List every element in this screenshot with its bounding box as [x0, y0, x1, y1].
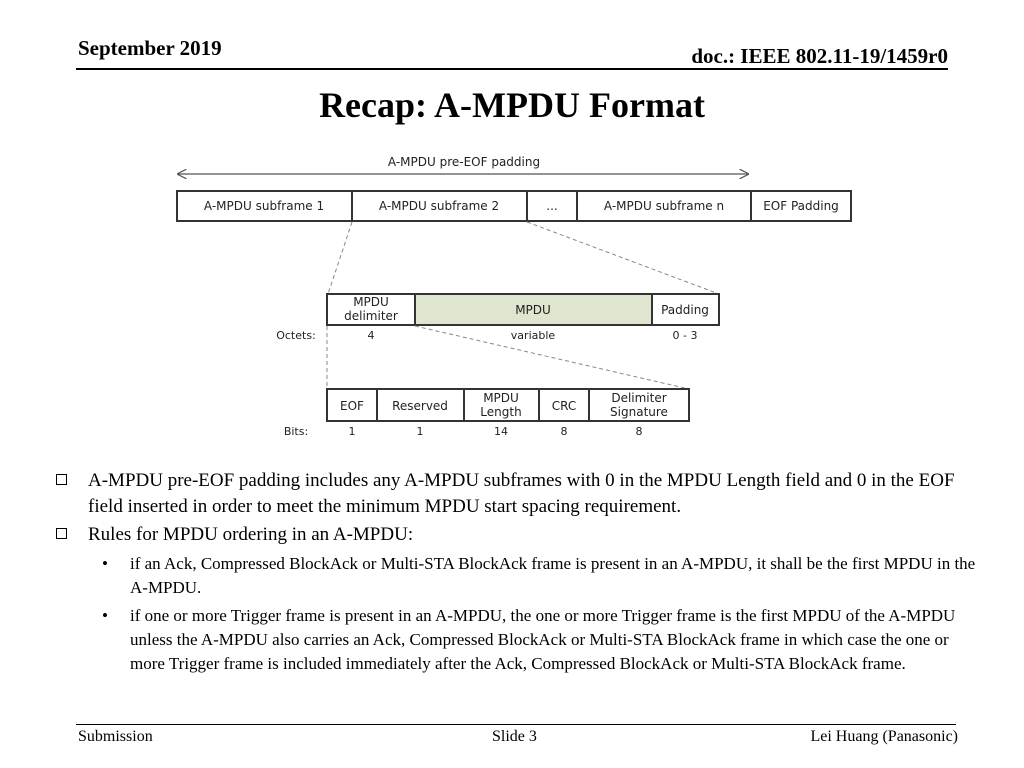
subframe-n: A-MPDU subframe n [603, 199, 725, 213]
delimiter-row [327, 389, 689, 421]
expand-line-right [527, 222, 719, 294]
bullet-list [52, 468, 982, 676]
field-length-l1: MPDU [483, 391, 519, 405]
bits-length: 14 [494, 425, 508, 438]
checkbox-bullet-icon [56, 474, 67, 485]
footer-divider [76, 724, 956, 725]
header-date: September 2019 [78, 36, 222, 60]
bits-eof: 1 [348, 425, 356, 438]
header-doc-id: doc.: IEEE 802.11-19/1459r0 [691, 44, 948, 68]
eof-padding: EOF Padding [763, 199, 839, 213]
bullet-dot-icon: • [102, 554, 108, 573]
bullet-item [52, 522, 982, 548]
mpdu-row [327, 294, 719, 325]
pre-eof-label: A-MPDU pre-EOF padding [387, 155, 541, 169]
subframe-1: A-MPDU subframe 1 [203, 199, 325, 213]
padding-label: Padding [661, 303, 709, 317]
mpdu-delimiter-l1: MPDU [353, 295, 389, 309]
field-length-l2: Length [480, 405, 522, 419]
checkbox-bullet-icon [56, 528, 67, 539]
bullet-text: A-MPDU pre-EOF padding includes any A-MPDU subframes with 0 in the MPDU Length field and 0 in the EOF field inserted in order to meet the minimum MPDU start spacing requirement. [88, 470, 955, 517]
octets-mpdu: variable [510, 329, 556, 342]
footer-author: Lei Huang (Panasonic) [810, 728, 958, 745]
expand-line-left [328, 222, 352, 294]
subframe-row [177, 191, 851, 221]
octets-padding: 0 - 3 [672, 329, 698, 342]
bits-signature: 8 [635, 425, 643, 438]
subframe-ellipsis: ... [546, 199, 558, 213]
sub-bullet-item [52, 604, 982, 676]
sub-bullet-text: if one or more Trigger frame is present in an A-MPDU, the one or more Trigger frame is the first MPDU of the A-MPDU unless the A-MPDU also carries an Ack, Compressed BlockAck or Multi-STA BlockAck frame in which case the one or more Trigger frame is included immediately after the Ack, Compressed BlockAck or Multi-STA BlockAck frame. [130, 606, 956, 673]
field-reserved: Reserved [392, 399, 448, 413]
mpdu-label: MPDU [515, 303, 551, 317]
field-sig-l1: Delimiter [611, 391, 667, 405]
bullet-item [52, 468, 982, 520]
field-sig-l2: Signature [610, 405, 668, 419]
sub-bullet-text: if an Ack, Compressed BlockAck or Multi-STA BlockAck frame is present in an A-MPDU, it shall be the first MPDU in the A-MPDU. [130, 554, 976, 597]
bullet-text: Rules for MPDU ordering in an A-MPDU: [88, 524, 414, 545]
field-crc: CRC [551, 399, 577, 413]
field-eof: EOF [340, 399, 364, 413]
octets-delimiter: 4 [367, 329, 375, 342]
mpdu-delimiter-l2: delimiter [344, 309, 398, 323]
bits-reserved: 1 [416, 425, 424, 438]
sub-bullet-item [52, 552, 982, 600]
footer-submission: Submission [78, 728, 153, 745]
bullet-dot-icon: • [102, 606, 108, 625]
footer-slide-number: Slide 3 [492, 728, 537, 745]
bits-label: Bits: [283, 425, 309, 438]
subframe-2: A-MPDU subframe 2 [378, 199, 500, 213]
octets-label: Octets: [276, 329, 316, 342]
slide-title: Recap: A-MPDU Format [319, 85, 705, 125]
bits-crc: 8 [560, 425, 568, 438]
